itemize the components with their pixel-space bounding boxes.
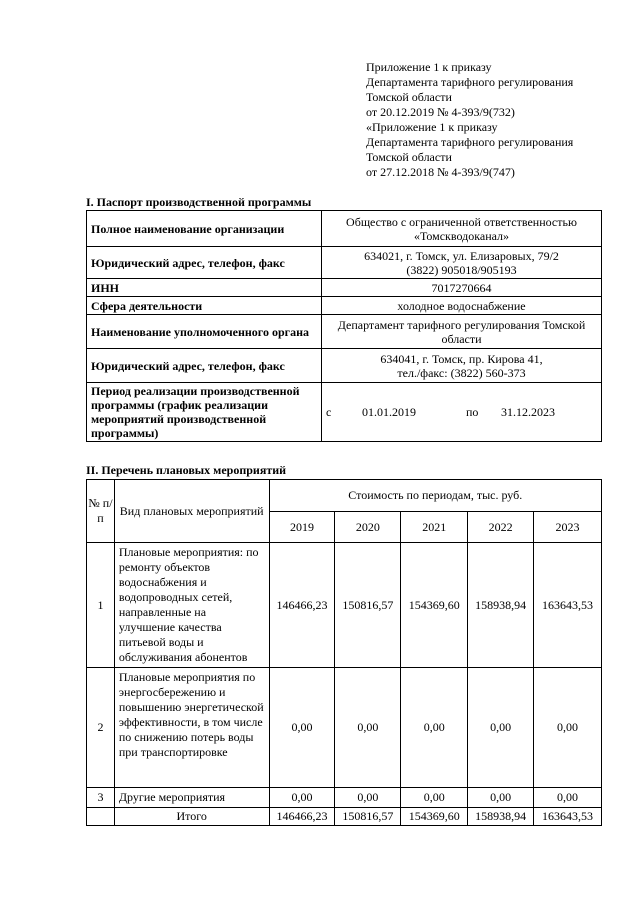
order-header (366, 60, 626, 180)
total-num (87, 808, 115, 826)
cell-value: 150816,57 (335, 543, 401, 668)
header-line: Департамента тарифного регулирования (366, 135, 574, 149)
table-row (87, 211, 602, 247)
cell-value: 0,00 (534, 788, 602, 808)
table-row (87, 297, 602, 315)
row-value (322, 247, 602, 279)
table-row (87, 543, 602, 668)
year-header: 2022 (468, 512, 534, 543)
cell-value: 0,00 (335, 668, 401, 788)
passport-title: I. Паспорт производственной программы (86, 195, 312, 209)
row-desc: Другие мероприятия (114, 788, 269, 808)
header-line: Томской области (366, 90, 452, 104)
table-row (87, 349, 602, 383)
row-label: Наименование уполномоченного органа (87, 315, 322, 349)
row-desc: Плановые мероприятия: по ремонту объектов водоснабжения и водопроводных сетей, направленные на улучшение качества питьевой воды и обслуживания абонентов (114, 543, 269, 668)
row-num: 3 (87, 788, 115, 808)
cell-value: 163643,53 (534, 543, 602, 668)
total-value: 163643,53 (534, 808, 602, 826)
row-value: Общество с ограниченной ответственностью «Томскводоканал» (322, 211, 602, 247)
period-to-word: по (466, 405, 479, 419)
period-from-word: с (326, 405, 332, 419)
row-value: холодное водоснабжение (322, 297, 602, 315)
table-row (87, 315, 602, 349)
table-row (87, 247, 602, 279)
period-value (322, 383, 602, 442)
year-header: 2020 (335, 512, 401, 543)
row-label: Сфера деятельности (87, 297, 322, 315)
cell-value: 0,00 (534, 668, 602, 788)
total-value: 158938,94 (468, 808, 534, 826)
cell-value: 0,00 (401, 788, 468, 808)
header-line: от 27.12.2018 № 4-393/9(747) (366, 165, 515, 179)
cell-value: 154369,60 (401, 543, 468, 668)
table-row (87, 383, 602, 442)
header-line: Приложение 1 к приказу (366, 60, 492, 74)
cell-value: 146466,23 (269, 543, 335, 668)
row-label: ИНН (87, 279, 322, 297)
total-row (87, 808, 602, 826)
period-from: 01.01.2019 (362, 405, 416, 419)
value-line: тел./факс: (3822) 560-373 (397, 365, 526, 380)
row-value: 7017270664 (322, 279, 602, 297)
col-num-header: № п/п (87, 480, 115, 543)
value-line: 634041, г. Томск, пр. Кирова 41, (380, 351, 543, 366)
table-header-row (87, 480, 602, 512)
cell-value: 0,00 (401, 668, 468, 788)
cell-value: 0,00 (269, 668, 335, 788)
table-row (87, 279, 602, 297)
cell-value: 0,00 (468, 788, 534, 808)
value-line: 634021, г. Томск, ул. Елизаровых, 79/2 (364, 248, 559, 263)
period-to: 31.12.2023 (501, 405, 555, 419)
row-num: 2 (87, 668, 115, 788)
year-header: 2019 (269, 512, 335, 543)
col-type-header: Вид плановых мероприятий (114, 480, 269, 543)
row-num: 1 (87, 543, 115, 668)
total-value: 154369,60 (401, 808, 468, 826)
cell-value: 158938,94 (468, 543, 534, 668)
table-row (87, 788, 602, 808)
total-value: 146466,23 (269, 808, 335, 826)
measures-title: II. Перечень плановых мероприятий (86, 463, 287, 477)
table-row (87, 668, 602, 788)
row-label: Полное наименование организации (87, 211, 322, 247)
value-line: (3822) 905018/905193 (406, 262, 517, 277)
row-value (322, 349, 602, 383)
passport-table (86, 210, 602, 442)
header-line: «Приложение 1 к приказу (366, 120, 498, 134)
cell-value: 0,00 (269, 788, 335, 808)
row-value: Департамент тарифного регулирования Томской области (322, 315, 602, 349)
year-header: 2023 (534, 512, 602, 543)
header-line: Департамента тарифного регулирования (366, 75, 574, 89)
total-label: Итого (114, 808, 269, 826)
row-desc: Плановые мероприятия по энергосбережению и повышению энергетической эффективности, в том числе по снижению потерь воды при транспортировке (114, 668, 269, 788)
total-value: 150816,57 (335, 808, 401, 826)
header-line: от 20.12.2019 № 4-393/9(732) (366, 105, 515, 119)
cell-value: 0,00 (468, 668, 534, 788)
header-line: Томской области (366, 150, 452, 164)
col-cost-header: Стоимость по периодам, тыс. руб. (269, 480, 601, 512)
row-label: Период реализации производственной программы (график реализации мероприятий производственной программы) (87, 383, 322, 442)
measures-table (86, 479, 602, 826)
row-label: Юридический адрес, телефон, факс (87, 349, 322, 383)
cell-value: 0,00 (335, 788, 401, 808)
year-header: 2021 (401, 512, 468, 543)
period (322, 405, 601, 419)
row-label: Юридический адрес, телефон, факс (87, 247, 322, 279)
